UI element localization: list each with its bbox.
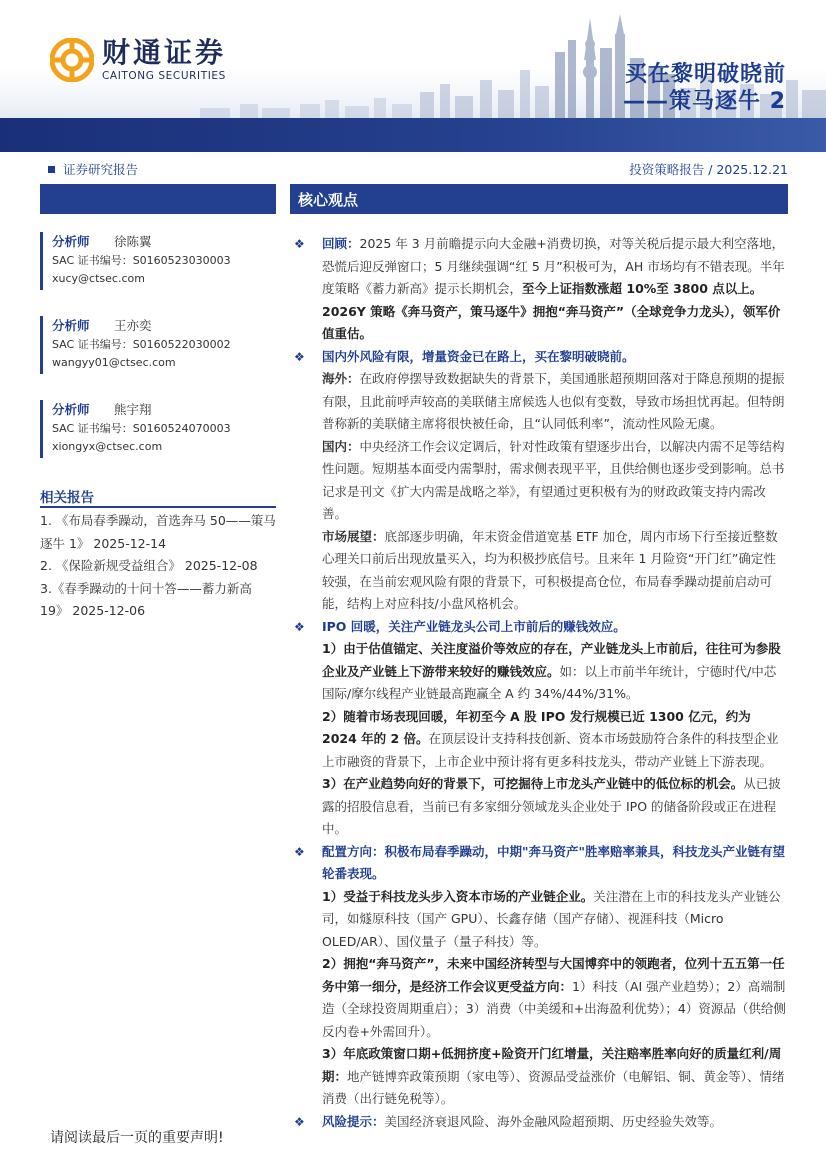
domestic-paragraph xyxy=(294,436,788,526)
ipo-point-2 xyxy=(294,706,788,774)
ipo-point-2-bold: 2）随着市场表现回暖，年初至今 A 股 IPO 发行规模已近 1300 亿元，约为 2024 年的 2 倍。 xyxy=(322,708,751,746)
domestic-text: 中央经济工作会议定调后，针对性政策有望逐步出台，以解决内需不足等结构性问题。短期基本面受内需掣肘，需求侧表现平平，且供给侧也逐步受到影响。总书记求是刊文《扩大内需是战略之举》，有望通过更积极有为的财政政策支持内需改善。 xyxy=(322,438,785,521)
ipo-point-3 xyxy=(294,773,788,841)
left-column-header-bar xyxy=(40,184,276,214)
analyst-sac-number: SAC 证书编号：S0160523030003 xyxy=(52,254,231,267)
report-type xyxy=(40,160,138,178)
analyst-email[interactable]: xucy@ctsec.com xyxy=(52,272,145,285)
diamond-bullet-icon: ❖ xyxy=(294,349,305,364)
analyst-label: 分析师 xyxy=(52,234,90,249)
analyst-name: 王亦奕 xyxy=(114,318,152,333)
overseas-text: 在政府停摆导致数据缺失的背景下，美国通胀超预期回落对于降息预期的提振有限，且此前呼声较高的美联储主席候选人也似有变数，导致市场担忧再起。但特朗普称新的美联储主席将很快被任命，且“认同低利率”，流动性风险无虞。 xyxy=(322,371,785,431)
bullet-risk-limited xyxy=(294,346,788,369)
outlook-paragraph xyxy=(294,526,788,616)
related-report-item[interactable]: 3.《春季躁动的十问十答——蓄力新高 19》 2025-12-06 xyxy=(40,580,252,618)
report-category-date: 投资策略报告 / 2025.12.21 xyxy=(629,162,788,177)
banner-blue-strip xyxy=(0,118,826,152)
bullet-review xyxy=(294,233,788,346)
domestic-label: 国内： xyxy=(322,438,360,454)
analyst-email[interactable]: xiongyx@ctsec.com xyxy=(52,440,163,453)
disclaimer-notice: 请阅读最后一页的重要声明! xyxy=(50,1130,224,1146)
diamond-bullet-icon: ❖ xyxy=(294,1114,305,1129)
logo-chinese-name: 财通证券 xyxy=(102,36,227,69)
company-logo xyxy=(50,38,226,82)
review-text: 2025 年 3 月前瞻提示向大金融+消费切换，对等关税后提示最大利空落地，恐慌后迎反弹窗口；5 月继续强调“红 5 月”积极可为，AH 市场均有不错表现。半年度策略《蓄力新高》提示长期机会， xyxy=(322,236,785,296)
bullet-risk-warning xyxy=(294,1111,788,1134)
risk-warning-text: 美国经济衰退风险、海外金融风险超预期、历史经验失效等。 xyxy=(384,1113,723,1129)
analyst-card xyxy=(40,400,276,458)
analyst-card xyxy=(40,316,276,374)
report-title-line1: 买在黎明破晓前 xyxy=(624,62,786,87)
diamond-bullet-icon: ❖ xyxy=(294,237,305,251)
allocation-point-3-bold: 3）年底政策窗口期+低拥挤度+险资开门红增量，关注赔率胜率向好的质量红利/周期： xyxy=(322,1046,782,1084)
core-view-content xyxy=(294,233,788,1133)
diamond-bullet-icon: ❖ xyxy=(294,619,305,634)
analyst-sac-number: SAC 证书编号：S0160524070003 xyxy=(52,422,231,435)
analyst-sac-number: SAC 证书编号：S0160522030002 xyxy=(52,338,231,351)
analyst-label: 分析师 xyxy=(52,402,90,417)
ipo-point-3-bold: 3）在产业趋势向好的背景下，可挖掘待上市龙头产业链中的低位标的机会。 xyxy=(322,776,744,791)
allocation-point-2 xyxy=(294,953,788,1043)
caitong-logo-icon xyxy=(50,38,94,82)
ipo-point-2-text: 在顶层设计支持科技创新、资本市场鼓励符合条件的科技型企业上市融资的背景下，上市企业中预计将有更多科技龙头，带动产业链上下游表现。 xyxy=(322,731,779,769)
report-title-line2: ——策马逐牛 2 xyxy=(623,89,786,114)
ipo-point-1 xyxy=(294,638,788,706)
subheader xyxy=(40,160,788,180)
ipo-heading: IPO 回暖，关注产业链龙头公司上市前后的赚钱效应。 xyxy=(322,618,626,634)
core-view-header-bar xyxy=(290,184,788,214)
allocation-point-1-text: 关注潜在上市的科技龙头产业链公司，如燧原科技（国产 GPU）、长鑫存储（国产存储）、视涯科技（Micro OLED/AR）、国仪量子（量子科技）等。 xyxy=(322,888,781,949)
analyst-email[interactable]: wangyy01@ctsec.com xyxy=(52,356,176,369)
logo-english-name: CAITONG SECURITIES xyxy=(102,70,226,82)
ipo-point-3-text: 从已披露的招股信息看，当前已有多家细分领域龙头企业处于 IPO 的储备阶段或正在进程中。 xyxy=(322,776,781,836)
square-bullet-icon xyxy=(48,166,55,173)
allocation-heading: 配置方向：积极布局春季躁动，中期"奔马资产"胜率赔率兼具，科技龙头产业链有望轮番表现。 xyxy=(322,843,786,881)
analyst-name: 熊宇翔 xyxy=(114,402,152,417)
related-report-item[interactable]: 2. 《保险新规受益组合》 2025-12-08 xyxy=(40,558,258,573)
allocation-point-2-text: 1）科技（AI 强产业趋势）；2）高端制造（全球投资周期重启）；3）消费（中美缓和+出海盈利优势）；4）资源品（供给侧反内卷+外需回升）。 xyxy=(322,978,786,1039)
bullet-ipo xyxy=(294,616,788,639)
allocation-point-3 xyxy=(294,1043,788,1111)
allocation-point-1-bold: 1）受益于科技龙头步入资本市场的产业链企业。 xyxy=(322,888,594,904)
outlook-label: 市场展望： xyxy=(322,528,385,544)
review-label: 回顾： xyxy=(322,236,360,251)
review-bold-text: 至今上证指数涨超 10%至 3800 点以上。2026Y 策略《奔马资产，策马逐牛》拥抱“奔马资产”（全球竞争力龙头），领军价值重估。 xyxy=(322,281,781,341)
ipo-point-1-bold: 1）由于估值锚定、关注度溢价等效应的存在，产业链龙头上市前后，往往可为参股企业及产业链上下游带来较好的赚钱效应。 xyxy=(322,641,781,679)
analyst-list xyxy=(40,232,276,484)
analyst-name: 徐陈翼 xyxy=(114,234,152,249)
related-reports-divider xyxy=(40,506,276,508)
ipo-point-1-text: 如：以上市前半年统计，宁德时代/中芯国际/摩尔线程产业链最高跑赢全 A 约 34%/44%/31%。 xyxy=(322,663,777,701)
allocation-point-1 xyxy=(294,886,788,954)
related-reports-list xyxy=(40,510,280,623)
risk-warning-label: 风险提示： xyxy=(322,1113,385,1129)
risk-limited-heading: 国内外风险有限，增量资金已在路上，买在黎明破晓前。 xyxy=(322,348,635,364)
outlook-text: 底部逐步明确，年末资金借道宽基 ETF 加仓，周内市场下行至接近整数心理关口前后出现放量买入，均为积极抄底信号。且来年 1 月险资“开门红”确定性较强，在当前宏观风险有限的背景下，可积极提高仓位，布局春季躁动提前启动可能，结构上对应科技/小盘风格机会。 xyxy=(322,528,778,611)
related-report-item[interactable]: 1. 《布局春季躁动，首选奔马 50——策马逐牛 1》 2025-12-14 xyxy=(40,513,276,551)
analyst-card xyxy=(40,232,276,290)
core-view-title: 核心观点 xyxy=(298,191,359,209)
report-type-label: 证券研究报告 xyxy=(63,162,139,177)
header-banner xyxy=(0,0,826,152)
bullet-allocation xyxy=(294,841,788,886)
overseas-label: 海外： xyxy=(322,371,360,386)
report-title xyxy=(623,62,786,116)
diamond-bullet-icon: ❖ xyxy=(294,844,305,859)
overseas-paragraph xyxy=(294,368,788,436)
analyst-label: 分析师 xyxy=(52,318,90,333)
allocation-point-2-bold: 2）拥抱“奔马资产”，未来中国经济转型与大国博弈中的领跑者，位列十五五第一任务中第一细分，是经济工作会议更受益方向： xyxy=(322,956,785,994)
allocation-point-3-text: 地产链博弈政策预期（家电等）、资源品受益涨价（电解铝、铜、黄金等）、情绪消费（出行链免税等）。 xyxy=(322,1068,785,1106)
related-reports-title: 相关报告 xyxy=(40,490,94,506)
